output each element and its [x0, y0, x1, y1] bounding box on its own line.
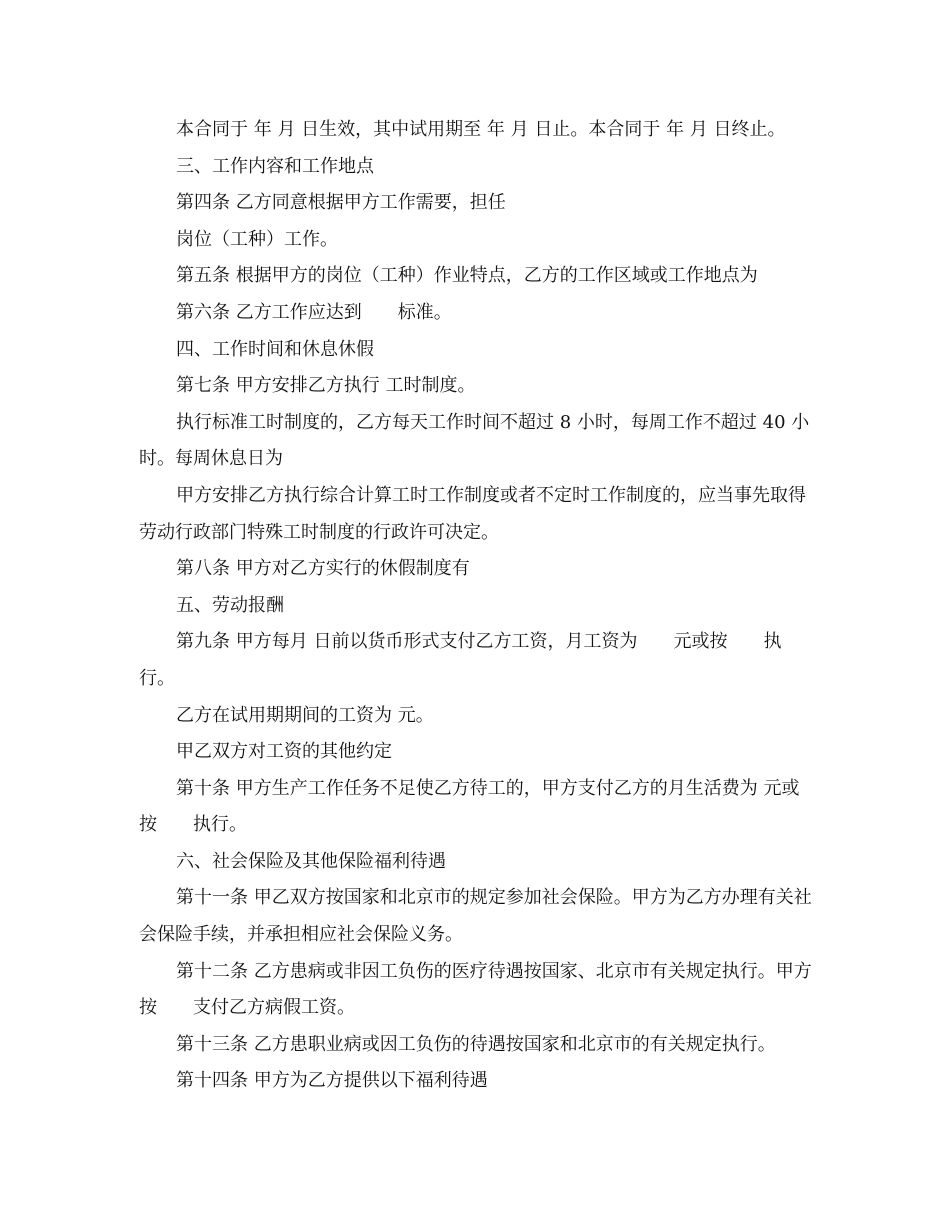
article-4: 第四条 乙方同意根据甲方工作需要，担任 — [176, 192, 506, 214]
section-heading-insurance: 六、社会保险及其他保险福利待遇 — [176, 850, 446, 872]
article-4-continued: 岗位（工种）工作。 — [176, 228, 338, 250]
article-12: 第十二条 乙方患病或非因工负伤的医疗待遇按国家、北京市有关规定执行。甲方按 支付乙方病假工资。 — [139, 960, 812, 1019]
section-heading-work-content: 三、工作内容和工作地点 — [176, 155, 374, 177]
document-body — [139, 112, 815, 1100]
article-7: 第七条 甲方安排乙方执行 工时制度。 — [176, 375, 476, 397]
paragraph-standard-hours: 执行标准工时制度的，乙方每天工作时间不超过 8 小时，每周工作不超过 40 小时。每周休息日为 — [139, 411, 810, 470]
paragraph-other-wage-terms: 甲乙双方对工资的其他约定 — [176, 741, 392, 763]
article-10: 第十条 甲方生产工作任务不足使乙方待工的，甲方支付乙方的月生活费为 元或按 执行。 — [139, 777, 800, 836]
paragraph-special-hours: 甲方安排乙方执行综合计算工时工作制度或者不定时工作制度的，应当事先取得劳动行政部门特殊工时制度的行政许可决定。 — [139, 484, 806, 543]
article-5: 第五条 根据甲方的岗位（工种）作业特点，乙方的工作区域或工作地点为 — [176, 265, 758, 287]
paragraph-probation-wage: 乙方在试用期期间的工资为 元。 — [176, 704, 434, 726]
article-14: 第十四条 甲方为乙方提供以下福利待遇 — [176, 1070, 488, 1092]
section-heading-working-hours: 四、工作时间和休息休假 — [176, 338, 374, 360]
article-9: 第九条 甲方每月 日前以货币形式支付乙方工资，月工资为 元或按 执行。 — [139, 631, 782, 689]
paragraph-effective-date: 本合同于 年 月 日生效，其中试用期至 年 月 日止。本合同于 年 月 日终止。 — [176, 119, 786, 140]
article-6: 第六条 乙方工作应达到 标准。 — [176, 301, 452, 323]
article-8: 第八条 甲方对乙方实行的休假制度有 — [176, 558, 470, 580]
section-heading-remuneration: 五、劳动报酬 — [176, 594, 284, 616]
article-11: 第十一条 甲乙双方按国家和北京市的规定参加社会保险。甲方为乙方办理有关社会保险手续，并承担相应社会保险义务。 — [139, 887, 812, 946]
article-13: 第十三条 乙方患职业病或因工负伤的待遇按国家和北京市的有关规定执行。 — [176, 1033, 776, 1055]
